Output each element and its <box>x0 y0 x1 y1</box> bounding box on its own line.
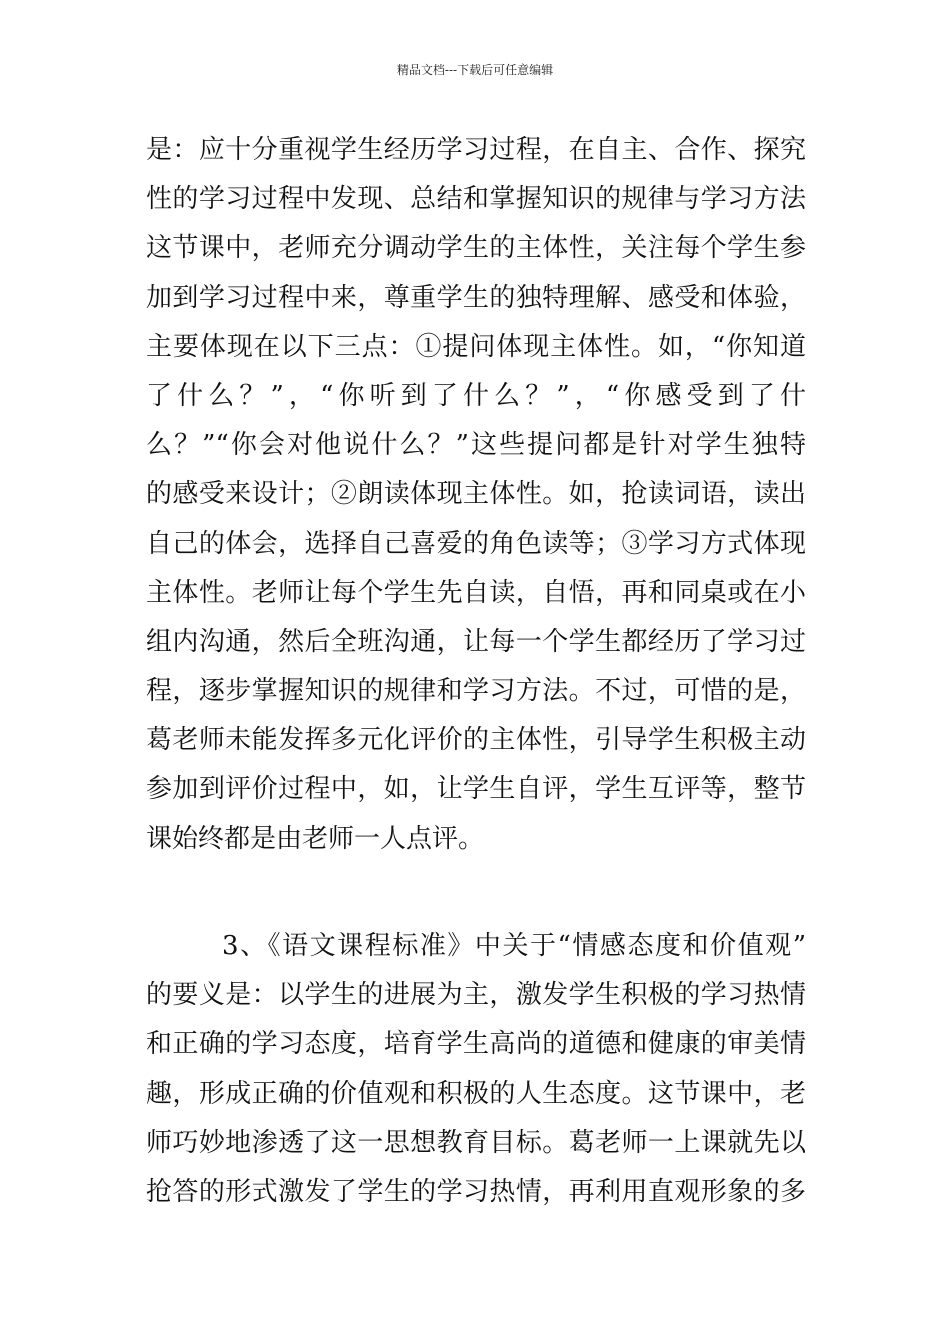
text-line: 参加到评价过程中，如，让学生自评，学生互评等，整节 <box>146 774 806 805</box>
paragraph-1 <box>146 126 806 864</box>
text-line: 组内沟通，然后全班沟通，让每一个学生都经历了学习过 <box>146 626 806 657</box>
text-line: 抢答的形式激发了学生的学习热情，再利用直观形象的多 <box>146 1176 806 1207</box>
text-line: 么？”“你会对他说什么？”这些提问都是针对学生独特 <box>146 430 806 461</box>
text-line: 葛老师未能发挥多元化评价的主体性，引导学生积极主动 <box>146 725 806 756</box>
text-line: 了什么？”，“你听到了什么？”，“你感受到了什 <box>146 380 806 411</box>
text-line: 性的学习过程中发现、总结和掌握知识的规律与学习方法 <box>146 184 806 215</box>
page-header: 精品文档---下载后可任意编辑 <box>396 63 554 77</box>
text-line: 是：应十分重视学生经历学习过程，在自主、合作、探究 <box>146 135 806 165</box>
text-line: 这节课中，老师充分调动学生的主体性，关注每个学生参 <box>146 233 806 264</box>
text-line: 3、《语文课程标准》中关于“情感态度和价值观” <box>222 931 806 961</box>
text-line: 的要义是：以学生的进展为主，激发学生积极的学习热情 <box>146 980 806 1011</box>
text-line: 主要体现在以下三点：①提问体现主体性。如，“你知道 <box>146 331 806 362</box>
paragraph-2 <box>146 922 806 1217</box>
text-line: 的感受来设计；②朗读体现主体性。如，抢读词语，读出 <box>146 479 806 510</box>
text-line: 课始终都是由老师一人点评。 <box>146 823 485 854</box>
text-line: 加到学习过程中来，尊重学生的独特理解、感受和体验， <box>146 282 806 313</box>
text-line: 主体性。老师让每个学生先自读，自悟，再和同桌或在小 <box>146 577 806 608</box>
text-line: 趣，形成正确的价值观和积极的人生态度。这节课中，老 <box>146 1078 806 1109</box>
text-line: 师巧妙地渗透了这一思想教育目标。葛老师一上课就先以 <box>146 1127 806 1158</box>
text-line: 和正确的学习态度，培育学生高尚的道德和健康的审美情 <box>146 1029 806 1060</box>
text-line: 自己的体会，选择自己喜爱的角色读等；③学习方式体现 <box>146 528 806 559</box>
text-line: 程，逐步掌握知识的规律和学习方法。不过，可惜的是， <box>146 676 806 707</box>
